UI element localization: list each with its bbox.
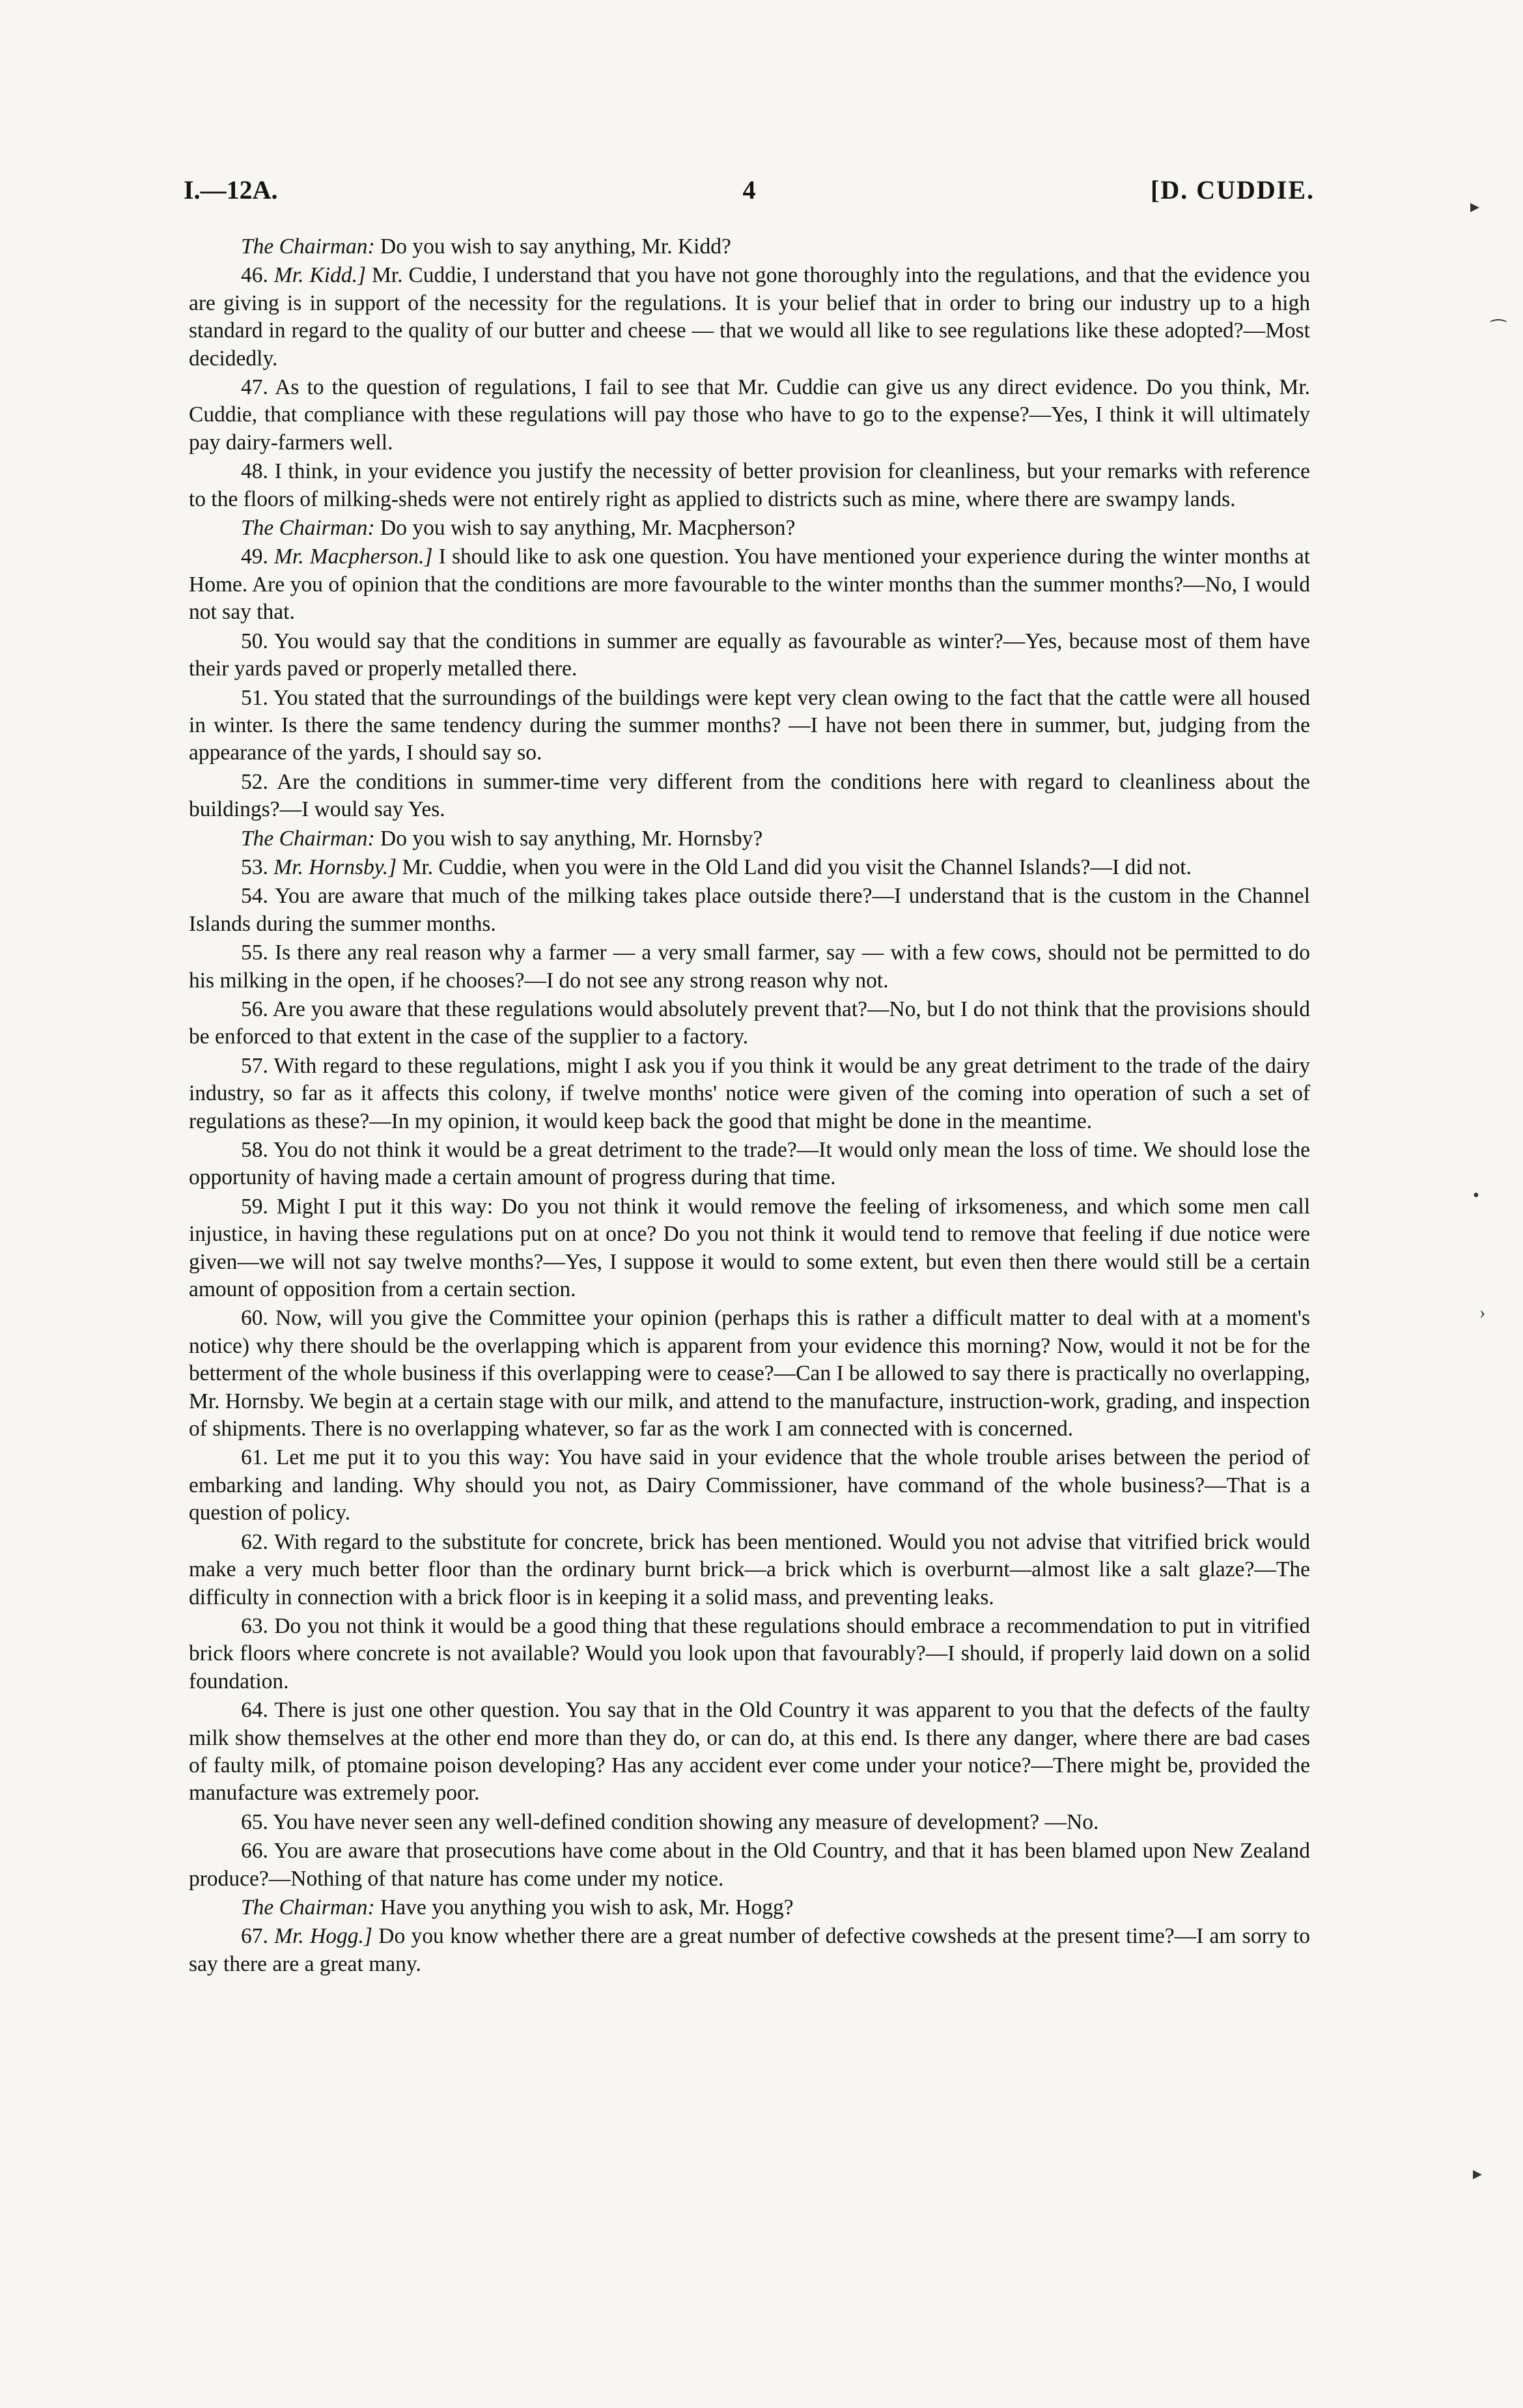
page-header — [184, 175, 1315, 214]
question-number: 66. — [241, 1839, 268, 1863]
question-number: 62. — [241, 1529, 268, 1554]
question-57 — [189, 1053, 1310, 1135]
question-64 — [189, 1697, 1310, 1807]
chair-remark — [189, 515, 1310, 542]
witness-name: [D. CUDDIE. — [1151, 175, 1315, 205]
paragraph-text: Mr. Cuddie, I understand that you have not gone thoroughly into the regulations, and that the evidence you are giving is in support of the necessity for the regulations. It is your belief that in order to bring our industry up to a high standard in regard to the quality of our butter and cheese — that we would all like to see regulations like these adopted?—Most decidedly. — [189, 263, 1311, 371]
question-66 — [189, 1837, 1310, 1893]
question-56 — [189, 996, 1310, 1051]
question-number: 56. — [241, 997, 268, 1021]
speaker-label: Mr. Macpherson.] — [273, 545, 433, 569]
question-number: 46. — [241, 263, 268, 288]
speaker-label: Mr. Hornsby.] — [273, 855, 397, 879]
paragraph-text: Do you wish to say anything, Mr. Kidd? — [380, 234, 731, 259]
question-number: 60. — [241, 1306, 268, 1331]
speaker-label: The Chairman: — [241, 516, 375, 541]
paragraph-text: Are you aware that these regulations would absolutely prevent that?—No, but I do not think that the provisions should be enforced to that extent in the case of the supplier to a factory. — [189, 997, 1310, 1049]
speaker-label: The Chairman: — [241, 826, 375, 851]
chair-remark — [189, 825, 1310, 853]
paragraph-text: You are aware that prosecutions have come about in the Old Country, and that it has been blamed upon New Zealand produce?—Nothing of that nature has come under my notice. — [189, 1839, 1310, 1891]
question-63 — [189, 1613, 1310, 1695]
margin-mark: ▸ — [1470, 197, 1480, 217]
question-number: 65. — [241, 1809, 268, 1834]
question-48 — [189, 458, 1310, 513]
question-number: 59. — [241, 1194, 268, 1219]
question-67 — [189, 1923, 1310, 1978]
question-number: 58. — [241, 1138, 268, 1162]
question-54 — [189, 883, 1310, 938]
margin-mark: › — [1479, 1303, 1486, 1323]
question-number: 57. — [241, 1053, 268, 1078]
paragraph-text: You would say that the conditions in summer are equally as favourable as winter?—Yes, because most of them have their yards paved or properly metalled there. — [189, 629, 1310, 681]
speaker-label: The Chairman: — [241, 1895, 375, 1919]
transcript-body — [189, 233, 1310, 1979]
question-number: 61. — [241, 1445, 268, 1470]
paragraph-text: You do not think it would be a great detriment to the trade?—It would only mean the loss of time. We should lose the opportunity of having made a certain amount of progress during that time. — [189, 1138, 1310, 1190]
speaker-label: Mr. Kidd.] — [273, 263, 366, 288]
paragraph-text: Mr. Cuddie, when you were in the Old Land did you visit the Channel Islands?—I did not. — [402, 855, 1192, 879]
paragraph-text: Is there any real reason why a farmer — a very small farmer, say — with a few cows, should not be permitted to do his milking in the open, if he chooses?—I do not see any strong reason why not. — [189, 941, 1310, 993]
paragraph-text: Do you wish to say anything, Mr. Hornsby? — [380, 826, 763, 851]
chair-remark — [189, 1894, 1310, 1921]
question-58 — [189, 1137, 1310, 1192]
document-reference: I.—12A. — [184, 175, 278, 205]
paragraph-text: I think, in your evidence you justify the necessity of better provision for cleanliness, but your remarks with reference to the floors of milking-sheds were not entirely right as applied to districts such as mine, where there are swampy lands. — [189, 459, 1310, 511]
paragraph-text: Do you wish to say anything, Mr. Macpherson? — [380, 516, 796, 541]
paragraph-text: With regard to the substitute for concrete, brick has been mentioned. Would you not advise that vitrified brick would make a very much better floor than the ordinary burnt brick—a brick which is overburnt—almost like a salt glaze?—The difficulty in connection with a brick floor is in keeping it a solid mass, and preventing leaks. — [189, 1529, 1310, 1609]
paragraph-text: Have you anything you wish to ask, Mr. Hogg? — [380, 1895, 794, 1919]
margin-mark: • — [1473, 1185, 1479, 1206]
paragraph-text: As to the question of regulations, I fail to see that Mr. Cuddie can give us any direct evidence. Do you think, Mr. Cuddie, that compliance with these regulations will pay those who have to go to the expense?—Yes, I think it will ultimately pay dairy-farmers well. — [189, 375, 1310, 455]
question-50 — [189, 628, 1310, 683]
question-number: 55. — [241, 941, 268, 965]
question-number: 50. — [241, 629, 268, 653]
question-60 — [189, 1305, 1310, 1443]
paragraph-text: Do you not think it would be a good thing that these regulations should embrace a recommendation to put in vitrified brick floors where concrete is not available? Would you look upon that favourably?—I should, if properly laid down on a solid foundation. — [189, 1613, 1310, 1693]
paragraph-text: You are aware that much of the milking takes place outside there?—I understand that is the custom in the Channel Islands during the summer months. — [189, 884, 1310, 936]
margin-mark: ⁀ — [1491, 320, 1506, 341]
question-number: 67. — [241, 1924, 268, 1949]
question-number: 54. — [241, 884, 268, 909]
question-number: 64. — [241, 1698, 268, 1723]
question-47 — [189, 374, 1310, 457]
paragraph-text: Are the conditions in summer-time very different from the conditions here with regard to cleanliness about the buildings?—I would say Yes. — [189, 769, 1310, 822]
question-55 — [189, 939, 1310, 995]
speaker-label: Mr. Hogg.] — [274, 1924, 372, 1949]
question-number: 49. — [241, 545, 268, 569]
paragraph-text: You stated that the surroundings of the buildings were kept very clean owing to the fact that the cattle were all housed in winter. Is there the same tendency during the summer months? —I have not been there in summer, but, judging from the appearance of the yards, I should say so. — [189, 685, 1310, 765]
paragraph-text: Now, will you give the Committee your opinion (perhaps this is rather a difficult matter to deal with at a moment's notice) why there should be the overlapping which is apparent from your evidence this morning? Now, would it not be for the betterment of the whole business if this overlapping were to cease?—Can I be allowed to say there is practically no overlapping, Mr. Hornsby. We begin at a certain stage with our milk, and attend to the manufacture, instruction-work, grading, and inspection of shipments. There is no overlapping whatever, so far as the work I am connected with is concerned. — [189, 1306, 1310, 1441]
question-65 — [189, 1809, 1310, 1836]
paragraph-text: Let me put it to you this way: You have said in your evidence that the whole trouble arises between the period of embarking and landing. Why should you not, as Dairy Commissioner, have command of the whole business?—That is a question of policy. — [189, 1445, 1310, 1525]
question-59 — [189, 1193, 1310, 1304]
question-number: 47. — [241, 375, 268, 400]
speaker-label: The Chairman: — [241, 234, 375, 259]
paragraph-text: You have never seen any well-defined condition showing any measure of development? —No. — [273, 1809, 1099, 1834]
margin-mark: ▸ — [1473, 2164, 1483, 2184]
question-number: 52. — [241, 769, 268, 794]
question-51 — [189, 685, 1310, 767]
paragraph-text: I should like to ask one question. You have mentioned your experience during the winter months at Home. Are you of opinion that the conditions are more favourable to the winter months than the summer months?—No, I would not say that. — [189, 545, 1311, 625]
paragraph-text: Might I put it this way: Do you not think it would remove the feeling of irksomeness, and which some men call injustice, in having these regulations put on at once? Do you not think it would tend to remove that feeling if due notice were given—we will not say twelve months?—Yes, I suppose it would to some extent, but even then there would still be a certain amount of opposition from a certain section. — [189, 1194, 1311, 1302]
question-number: 53. — [241, 855, 268, 879]
paragraph-text: Do you know whether there are a great number of defective cowsheds at the present time?—I am sorry to say there are a great many. — [189, 1924, 1311, 1976]
question-53 — [189, 854, 1310, 881]
question-number: 63. — [241, 1613, 268, 1638]
chair-remark — [189, 233, 1310, 261]
question-number: 51. — [241, 685, 268, 710]
question-62 — [189, 1529, 1310, 1611]
question-52 — [189, 769, 1310, 824]
question-46 — [189, 262, 1310, 373]
question-49 — [189, 543, 1310, 626]
question-61 — [189, 1444, 1310, 1527]
paragraph-text: With regard to these regulations, might I ask you if you think it would be any great detriment to the trade of the dairy industry, so far as it affects this colony, if twelve months' notice were given of the coming into operation of such a set of regulations as these?—In my opinion, it would keep back the good that might be done in the meantime. — [189, 1053, 1310, 1133]
question-number: 48. — [241, 459, 268, 484]
page-number: 4 — [742, 175, 756, 205]
paragraph-text: There is just one other question. You say that in the Old Country it was apparent to you that the defects of the faulty milk show themselves at the other end more than they do, or can do, at this end. Is there any danger, where there are bad cases of faulty milk, of ptomaine poison developing? Has any accident ever come under your notice?—There might be, provided the manufacture was extremely poor. — [189, 1698, 1310, 1806]
